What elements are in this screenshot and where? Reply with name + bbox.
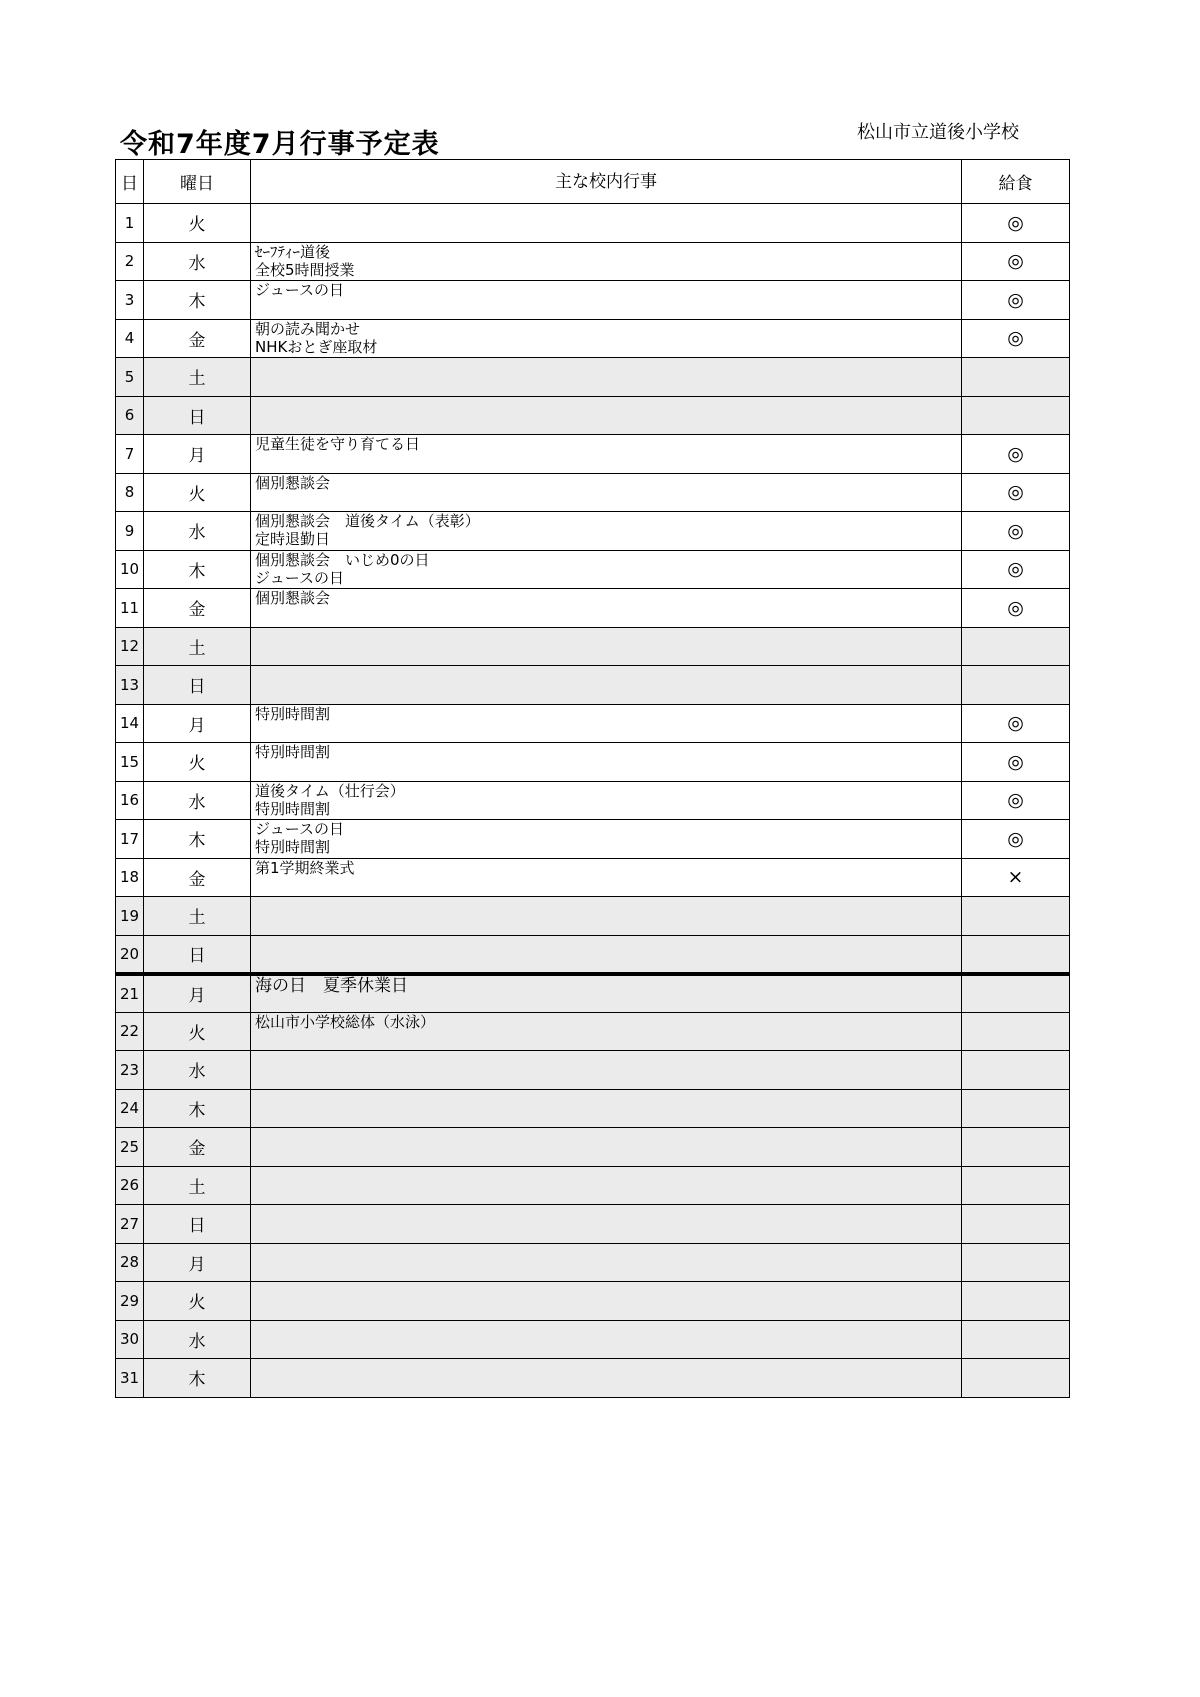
schedule-body (116, 204, 1070, 1398)
day-cell: 22 (116, 1012, 144, 1051)
lunch-cell: ◎ (962, 589, 1070, 628)
weekday-cell: 水 (144, 1320, 251, 1359)
weekday-cell: 水 (144, 781, 251, 820)
events-cell (251, 897, 962, 936)
lunch-cell (962, 1243, 1070, 1282)
table-row (116, 435, 1070, 474)
day-cell: 3 (116, 281, 144, 320)
table-row (116, 204, 1070, 243)
event-line: ジュースの日 (255, 281, 344, 299)
event-line: 松山市小学校総体（水泳） (255, 1012, 436, 1031)
event-line: NHKおとぎ座取材 (255, 337, 378, 356)
events-cell (251, 473, 962, 512)
weekday-cell: 火 (144, 1012, 251, 1051)
header-lunch: 給食 (962, 160, 1070, 204)
weekday-cell: 月 (144, 704, 251, 743)
table-row (116, 1243, 1070, 1282)
day-cell: 11 (116, 589, 144, 628)
events-cell (251, 1089, 962, 1128)
events-cell (251, 319, 962, 358)
day-cell: 20 (116, 935, 144, 974)
event-line: 朝の読み聞かせ (255, 319, 361, 338)
day-cell: 5 (116, 358, 144, 397)
table-row (116, 358, 1070, 397)
table-row (116, 1166, 1070, 1205)
day-cell: 18 (116, 858, 144, 897)
day-cell: 8 (116, 473, 144, 512)
lunch-cell (962, 897, 1070, 936)
weekday-cell: 水 (144, 1051, 251, 1090)
events-cell (251, 396, 962, 435)
table-row (116, 743, 1070, 782)
lunch-cell (962, 1012, 1070, 1051)
table-row (116, 1128, 1070, 1167)
day-cell: 16 (116, 781, 144, 820)
day-cell: 7 (116, 435, 144, 474)
events-cell (251, 704, 962, 743)
events-cell (251, 743, 962, 782)
events-cell (251, 666, 962, 705)
event-line: 特別時間割 (255, 799, 331, 818)
day-cell: 6 (116, 396, 144, 435)
day-cell: 12 (116, 627, 144, 666)
event-line: 定時退勤日 (255, 530, 331, 548)
events-cell (251, 1051, 962, 1090)
schedule-table (115, 159, 1070, 1398)
day-cell: 2 (116, 242, 144, 281)
day-cell: 17 (116, 820, 144, 859)
lunch-cell (962, 1128, 1070, 1167)
event-line: 個別懇談会 (255, 589, 331, 607)
lunch-cell (962, 1051, 1070, 1090)
table-row (116, 1205, 1070, 1244)
lunch-cell (962, 935, 1070, 974)
day-cell: 23 (116, 1051, 144, 1090)
weekday-cell: 日 (144, 935, 251, 974)
weekday-cell: 木 (144, 1089, 251, 1128)
table-row (116, 935, 1070, 974)
event-line: 児童生徒を守り育てる日 (255, 435, 421, 453)
event-line: 個別懇談会 (255, 473, 331, 492)
event-line: 道後タイム（壮行会） (255, 781, 405, 800)
events-cell (251, 858, 962, 897)
page-title: 令和7年度7月行事予定表 (120, 129, 440, 160)
events-cell (251, 1320, 962, 1359)
weekday-cell: 木 (144, 820, 251, 859)
event-line: 全校5時間授業 (255, 260, 355, 279)
lunch-cell (962, 627, 1070, 666)
events-cell (251, 435, 962, 474)
day-cell: 27 (116, 1205, 144, 1244)
table-row (116, 319, 1070, 358)
event-line: 特別時間割 (255, 704, 331, 723)
lunch-cell: ◎ (962, 204, 1070, 243)
day-cell: 14 (116, 704, 144, 743)
event-line: ジュースの日 (255, 820, 344, 838)
lunch-cell (962, 1166, 1070, 1205)
lunch-cell: ◎ (962, 242, 1070, 281)
lunch-cell: ◎ (962, 743, 1070, 782)
events-cell (251, 1205, 962, 1244)
lunch-cell (962, 974, 1070, 1013)
lunch-cell (962, 1320, 1070, 1359)
weekday-cell: 火 (144, 1282, 251, 1321)
day-cell: 1 (116, 204, 144, 243)
table-row (116, 627, 1070, 666)
weekday-cell: 土 (144, 897, 251, 936)
event-line: ジュースの日 (255, 568, 344, 587)
header-row (116, 160, 1070, 204)
day-cell: 13 (116, 666, 144, 705)
events-cell (251, 281, 962, 320)
lunch-cell: ◎ (962, 512, 1070, 551)
weekday-cell: 日 (144, 396, 251, 435)
events-cell (251, 935, 962, 974)
weekday-cell: 土 (144, 627, 251, 666)
table-row (116, 512, 1070, 551)
table-row (116, 704, 1070, 743)
day-cell: 25 (116, 1128, 144, 1167)
event-line: 個別懇談会 いじめ0の日 (255, 550, 430, 569)
day-cell: 24 (116, 1089, 144, 1128)
weekday-cell: 月 (144, 974, 251, 1013)
weekday-cell: 木 (144, 281, 251, 320)
table-row (116, 589, 1070, 628)
day-cell: 28 (116, 1243, 144, 1282)
table-row (116, 242, 1070, 281)
lunch-cell (962, 358, 1070, 397)
table-row (116, 550, 1070, 589)
lunch-cell: ◎ (962, 704, 1070, 743)
weekday-cell: 火 (144, 743, 251, 782)
lunch-cell: ◎ (962, 435, 1070, 474)
day-cell: 15 (116, 743, 144, 782)
events-cell (251, 512, 962, 551)
lunch-cell (962, 1359, 1070, 1398)
lunch-cell: ◎ (962, 550, 1070, 589)
day-cell: 4 (116, 319, 144, 358)
lunch-cell: ◎ (962, 473, 1070, 512)
table-row (116, 1051, 1070, 1090)
school-name: 松山市立道後小学校 (857, 122, 1019, 143)
day-cell: 31 (116, 1359, 144, 1398)
header-events: 主な校内行事 (251, 160, 962, 204)
event-line: 特別時間割 (255, 838, 331, 856)
header-weekday: 曜日 (144, 160, 251, 204)
lunch-cell: ◎ (962, 781, 1070, 820)
events-cell (251, 1128, 962, 1167)
events-cell (251, 550, 962, 589)
table-row (116, 473, 1070, 512)
event-line: ｾｰﾌﾃｨｰ道後 (255, 242, 331, 261)
event-line: 第1学期終業式 (255, 858, 355, 877)
day-cell: 21 (116, 974, 144, 1013)
table-row (116, 1320, 1070, 1359)
table-row (116, 858, 1070, 897)
lunch-cell (962, 396, 1070, 435)
events-cell (251, 1243, 962, 1282)
event-line: 海の日 夏季休業日 (255, 975, 408, 996)
weekday-cell: 水 (144, 242, 251, 281)
weekday-cell: 水 (144, 512, 251, 551)
events-cell (251, 1012, 962, 1051)
events-cell (251, 627, 962, 666)
event-line: 特別時間割 (255, 743, 331, 761)
events-cell (251, 242, 962, 281)
day-cell: 9 (116, 512, 144, 551)
header-day: 日 (116, 160, 144, 204)
day-cell: 10 (116, 550, 144, 589)
events-cell (251, 1359, 962, 1398)
day-cell: 30 (116, 1320, 144, 1359)
events-cell (251, 1282, 962, 1321)
weekday-cell: 火 (144, 204, 251, 243)
weekday-cell: 金 (144, 1128, 251, 1167)
day-cell: 26 (116, 1166, 144, 1205)
lunch-cell: ◎ (962, 319, 1070, 358)
weekday-cell: 金 (144, 589, 251, 628)
day-cell: 19 (116, 897, 144, 936)
table-row (116, 1012, 1070, 1051)
table-row (116, 1282, 1070, 1321)
weekday-cell: 金 (144, 858, 251, 897)
lunch-cell (962, 1282, 1070, 1321)
table-row (116, 281, 1070, 320)
table-row (116, 396, 1070, 435)
weekday-cell: 火 (144, 473, 251, 512)
weekday-cell: 土 (144, 1166, 251, 1205)
lunch-cell: ◎ (962, 281, 1070, 320)
table-row (116, 974, 1070, 1013)
table-row (116, 781, 1070, 820)
events-cell (251, 1166, 962, 1205)
event-line: 個別懇談会 道後タイム（表彰） (255, 512, 480, 530)
day-cell: 29 (116, 1282, 144, 1321)
table-row (116, 1089, 1070, 1128)
weekday-cell: 月 (144, 1243, 251, 1282)
lunch-cell (962, 1205, 1070, 1244)
events-cell (251, 781, 962, 820)
table-row (116, 1359, 1070, 1398)
table-row (116, 820, 1070, 859)
lunch-cell (962, 666, 1070, 705)
events-cell (251, 820, 962, 859)
events-cell (251, 204, 962, 243)
weekday-cell: 土 (144, 358, 251, 397)
weekday-cell: 木 (144, 550, 251, 589)
table-row (116, 897, 1070, 936)
weekday-cell: 木 (144, 1359, 251, 1398)
table-row (116, 666, 1070, 705)
events-cell (251, 358, 962, 397)
lunch-cell (962, 1089, 1070, 1128)
events-cell (251, 974, 962, 1013)
events-cell (251, 589, 962, 628)
weekday-cell: 日 (144, 666, 251, 705)
weekday-cell: 金 (144, 319, 251, 358)
lunch-cell: ◎ (962, 820, 1070, 859)
weekday-cell: 日 (144, 1205, 251, 1244)
weekday-cell: 月 (144, 435, 251, 474)
lunch-cell: × (962, 858, 1070, 897)
